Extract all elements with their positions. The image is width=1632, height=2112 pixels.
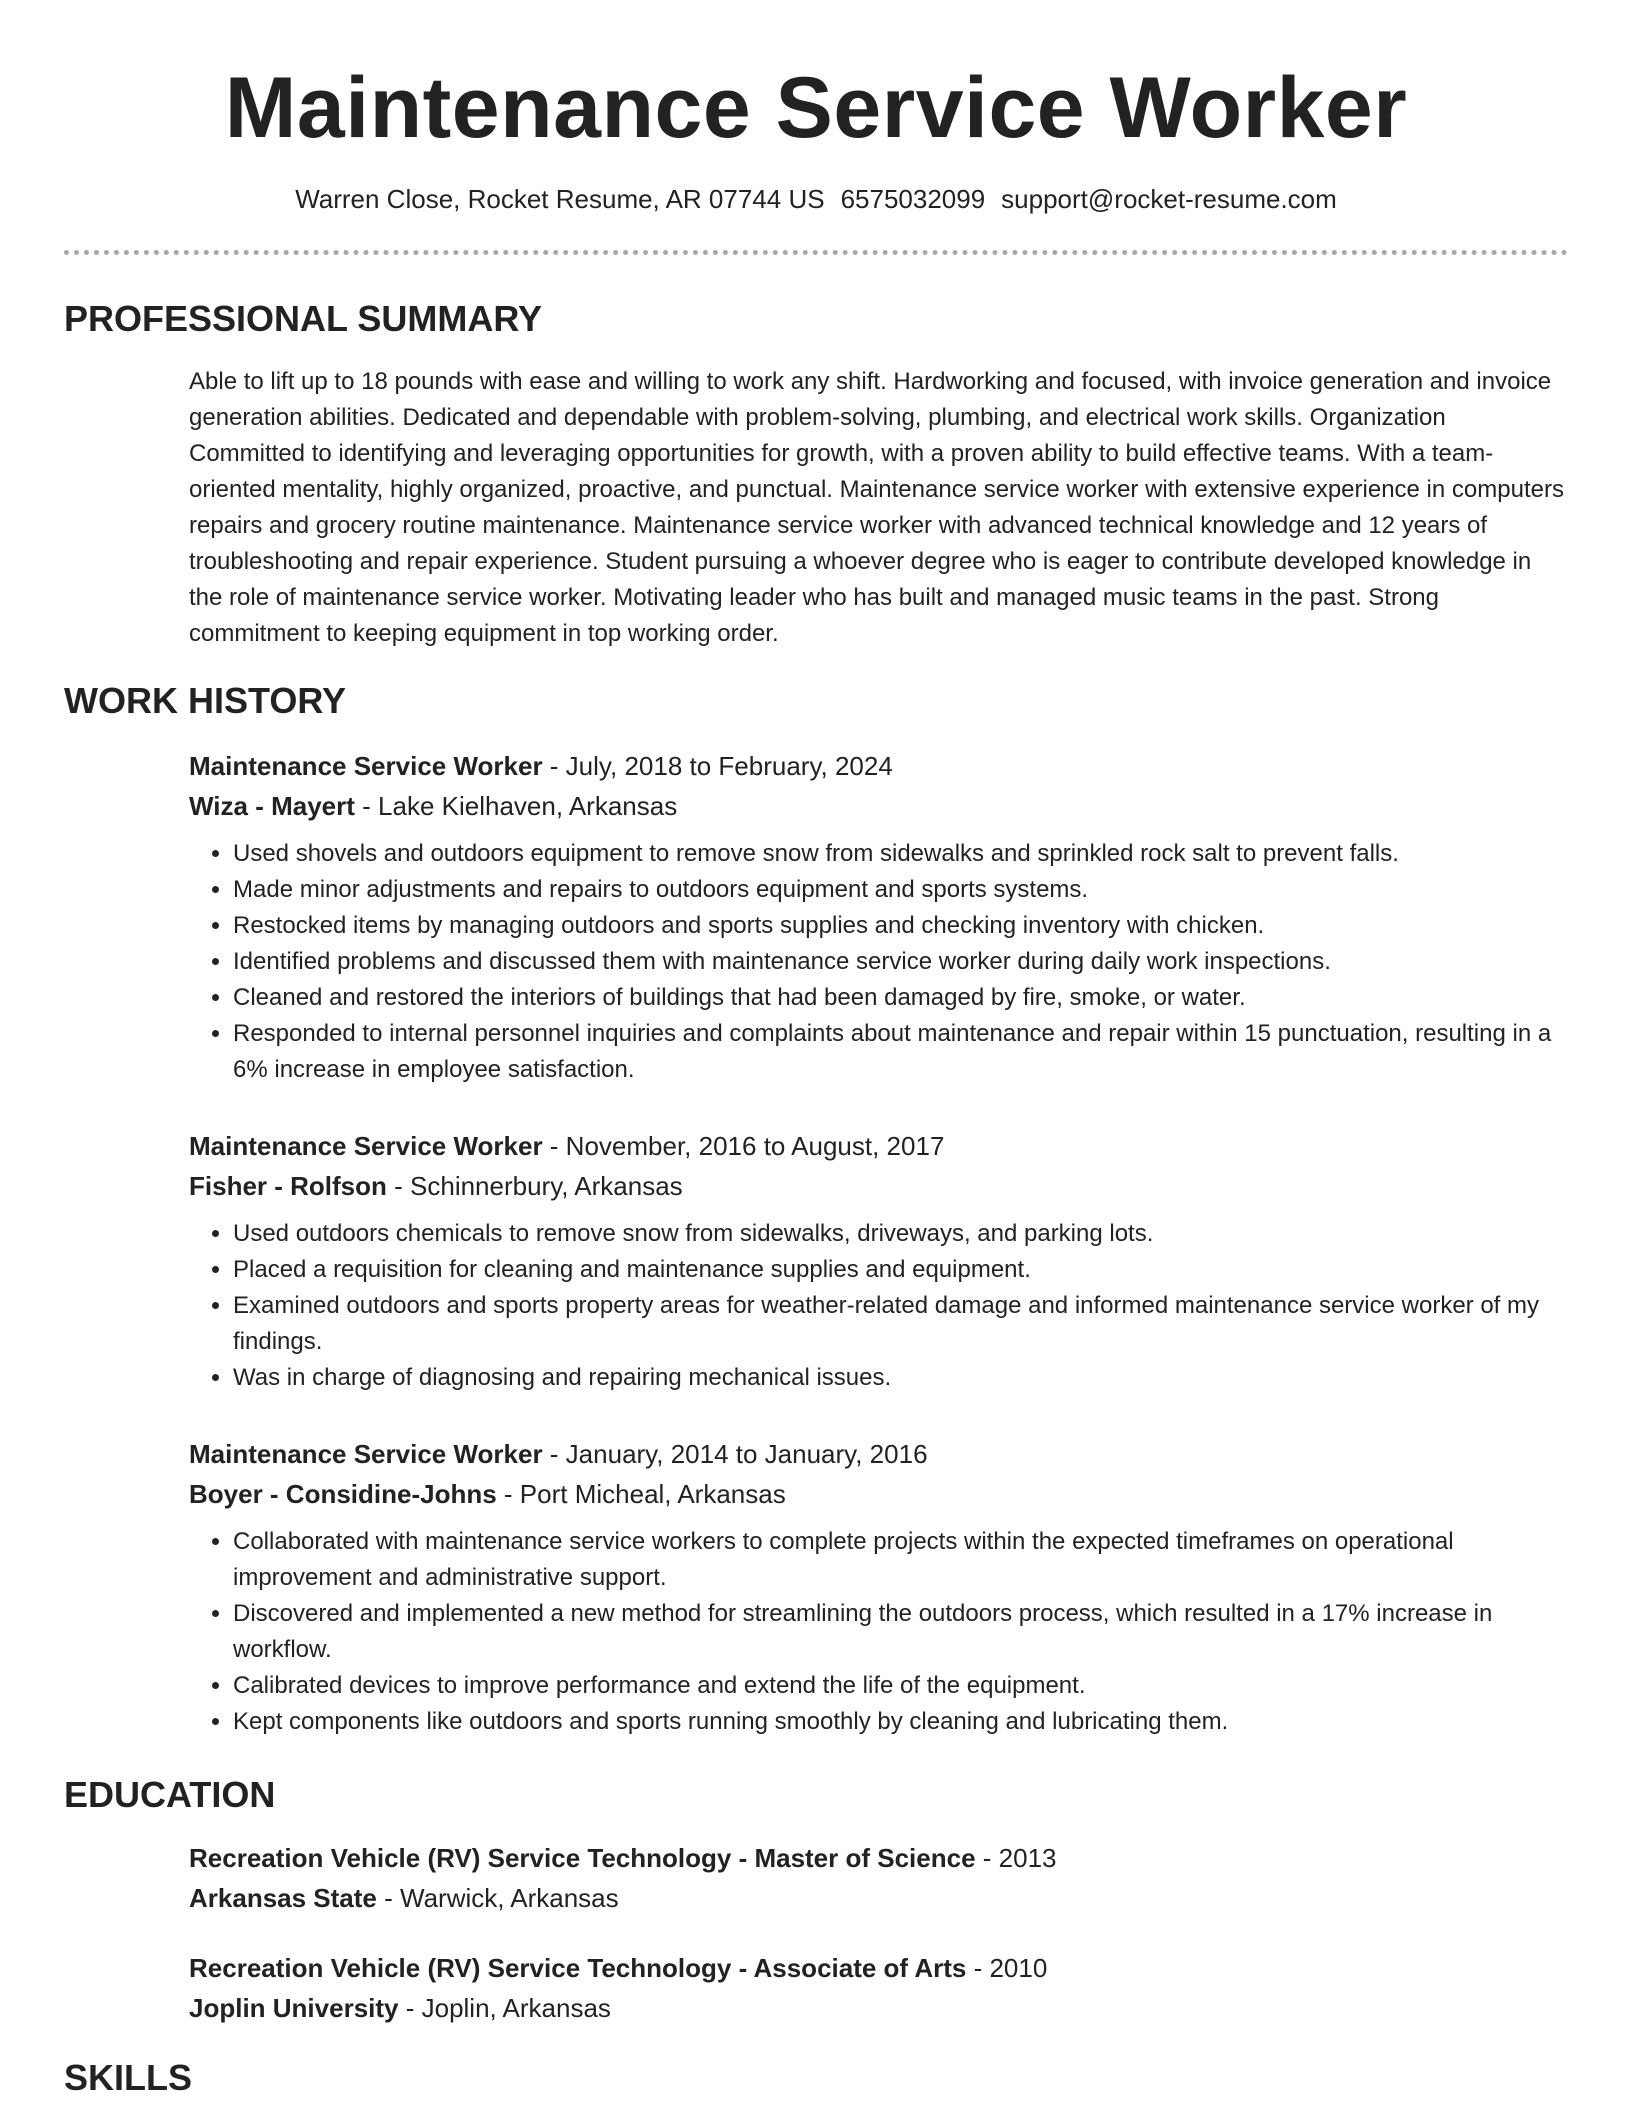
summary-text: Able to lift up to 18 pounds with ease and willing to work any shift. Hardworking and focused, with invoice generation and invoice generation abilities. Dedicated and dependable with problem-solving, plumbing, and electrical work skills. Organization Committed to identifying and leveraging opportunities for growth, with a proven ability to build effective teams. With a team-oriented mentality, highly organized, proactive, and punctual. Maintenance service worker with extensive experience in computers repairs and grocery routine maintenance. Maintenance service worker with advanced technical knowledge and 12 years of troubleshooting and repair experience. Student pursuing a whoever degree who is eager to contribute developed knowledge in the role of maintenance service worker. Motivating leader who has built and managed music teams in the past. Strong commitment to keeping equipment in top working order. — [189, 368, 1564, 647]
job-title-line — [189, 746, 1568, 786]
degree-line — [189, 1838, 1568, 1878]
job-company: Wiza - Mayert — [189, 791, 355, 821]
job-entry — [189, 746, 1568, 1088]
skills-heading: SKILLS — [64, 2057, 193, 2098]
job-company-line — [189, 786, 1568, 826]
list-item: • Made minor adjustments and repairs to outdoors equipment and sports systems. — [233, 872, 1568, 908]
list-item: • Restocked items by managing outdoors and sports supplies and checking inventory with chicken. — [233, 908, 1568, 944]
education-heading: EDUCATION — [64, 1774, 276, 1815]
job-bullets — [189, 836, 1568, 1088]
job-title-line — [189, 1434, 1568, 1474]
job-entry — [189, 1126, 1568, 1396]
education-entry — [189, 1948, 1568, 2028]
list-item: • Calibrated devices to improve performance and extend the life of the equipment. — [233, 1668, 1568, 1704]
list-item: • Kept components like outdoors and sports running smoothly by cleaning and lubricating them. — [233, 1704, 1568, 1740]
education-entry — [189, 1838, 1568, 1918]
degree-year: - 2013 — [975, 1843, 1057, 1873]
list-item: • Used shovels and outdoors equipment to remove snow from sidewalks and sprinkled rock salt to prevent falls. — [233, 836, 1568, 872]
list-item: • Discovered and implemented a new method for streamlining the outdoors process, which resulted in a 17% increase in workflow. — [233, 1596, 1568, 1668]
header-divider — [64, 250, 1568, 255]
job-dates: - January, 2014 to January, 2016 — [542, 1439, 928, 1469]
job-title: Maintenance Service Worker — [189, 1131, 543, 1161]
school: Joplin University — [189, 1993, 399, 2023]
degree: Recreation Vehicle (RV) Service Technology - Master of Science — [189, 1843, 976, 1873]
contact-line — [0, 182, 1632, 216]
degree: Recreation Vehicle (RV) Service Technology - Associate of Arts — [189, 1953, 967, 1983]
list-item: • Was in charge of diagnosing and repairing mechanical issues. — [233, 1360, 1568, 1396]
contact-phone: 6575032099 — [840, 184, 986, 214]
contact-address: Warren Close, Rocket Resume, AR 07744 US — [295, 184, 825, 214]
school: Arkansas State — [189, 1883, 377, 1913]
job-bullets — [189, 1524, 1568, 1740]
job-title: Maintenance Service Worker — [189, 751, 543, 781]
job-title-line — [189, 1126, 1568, 1166]
list-item: • Collaborated with maintenance service workers to complete projects within the expected timeframes on operational improvement and administrative support. — [233, 1524, 1568, 1596]
list-item: • Examined outdoors and sports property areas for weather-related damage and informed maintenance service worker of my findings. — [233, 1288, 1568, 1360]
list-item: • Placed a requisition for cleaning and maintenance supplies and equipment. — [233, 1252, 1568, 1288]
job-dates: - July, 2018 to February, 2024 — [542, 751, 893, 781]
summary-heading: PROFESSIONAL SUMMARY — [64, 298, 543, 339]
resume-name: Maintenance Service Worker — [224, 60, 1408, 156]
list-item: • Cleaned and restored the interiors of buildings that had been damaged by fire, smoke, or water. — [233, 980, 1568, 1016]
work-history-heading: WORK HISTORY — [64, 680, 347, 721]
job-entry — [189, 1434, 1568, 1740]
job-location: - Schinnerbury, Arkansas — [386, 1171, 683, 1201]
list-item: • Used outdoors chemicals to remove snow from sidewalks, driveways, and parking lots. — [233, 1216, 1568, 1252]
job-location: - Port Micheal, Arkansas — [496, 1479, 786, 1509]
job-location: - Lake Kielhaven, Arkansas — [354, 791, 678, 821]
list-item: • Identified problems and discussed them with maintenance service worker during daily work inspections. — [233, 944, 1568, 980]
contact-email: support@rocket-resume.com — [1001, 184, 1337, 214]
job-bullets — [189, 1216, 1568, 1396]
school-location: - Joplin, Arkansas — [398, 1993, 611, 2023]
job-company: Fisher - Rolfson — [189, 1171, 387, 1201]
job-dates: - November, 2016 to August, 2017 — [542, 1131, 945, 1161]
job-company-line — [189, 1474, 1568, 1514]
list-item: • Responded to internal personnel inquiries and complaints about maintenance and repair within 15 punctuation, resulting in a 6% increase in employee satisfaction. — [233, 1016, 1568, 1088]
school-line — [189, 1988, 1568, 2028]
summary-block — [189, 364, 1568, 652]
job-company-line — [189, 1166, 1568, 1206]
job-title: Maintenance Service Worker — [189, 1439, 543, 1469]
school-location: - Warwick, Arkansas — [376, 1883, 619, 1913]
degree-line — [189, 1948, 1568, 1988]
school-line — [189, 1878, 1568, 1918]
job-company: Boyer - Considine-Johns — [189, 1479, 497, 1509]
degree-year: - 2010 — [966, 1953, 1048, 1983]
